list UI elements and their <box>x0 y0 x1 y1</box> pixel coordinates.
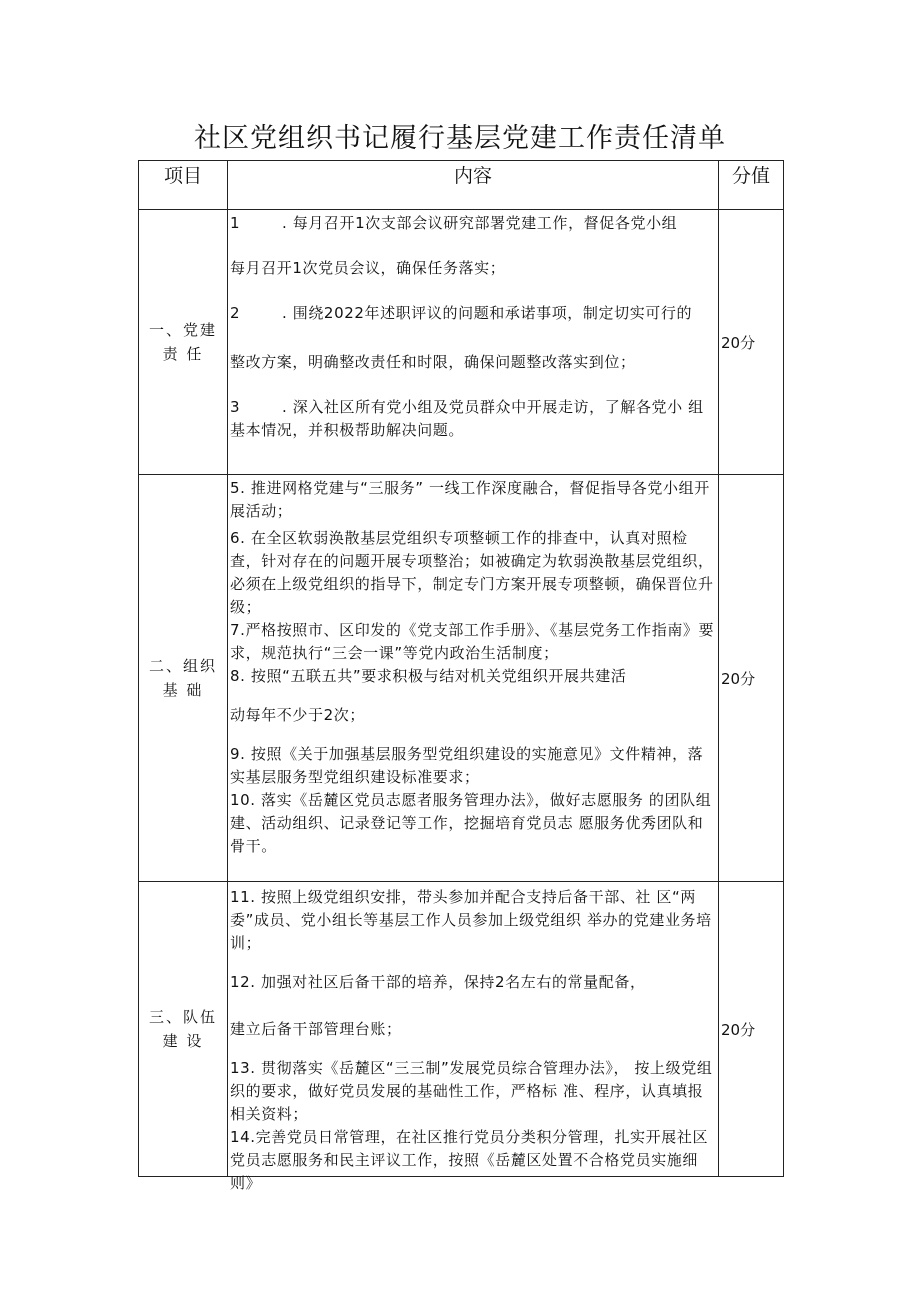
table-row <box>139 882 784 1177</box>
content-block <box>228 886 718 1192</box>
header-item: 项目 <box>139 161 228 210</box>
clause-text: 7.严格按照市、区印发的《党支部工作手册》、《基层党务工作指南》要求，规范执行“三会一课”等党内政治生活制度； <box>230 621 715 662</box>
clause-text: 10. 落实《岳麓区党员志愿者服务管理办法》，做好志愿服务 的团队组建、活动组织、记录登记等工作，挖掘培育党员志 愿服务优秀团队和骨干。 <box>230 791 712 855</box>
clause-text: 9. 按照《关于加强基层服务型党组织建设的实施意见》文件精神，落实基层服务型党组织建设标准要求； <box>230 745 704 786</box>
clause-number: 3 <box>230 398 241 416</box>
clause-text: 整改方案，明确整改责任和时限，确保问题整改落实到位； <box>230 353 636 371</box>
clause-text: 动每年不少于2次； <box>230 706 365 724</box>
item-label-line1: 一、党建 <box>148 321 217 339</box>
clause-text: 11. 按照上级党组织安排，带头参加并配合支持后备干部、社 区“两委”成员、党小组长等基层工作人员参加上级党组织 举办的党建业务培训； <box>230 888 712 952</box>
table-row <box>139 475 784 882</box>
clause-text: 每月召开1次党员会议，确保任务落实； <box>230 259 506 277</box>
clause-text: 12. 加强对社区后备干部的培养，保持2名左右的常量配备， <box>230 973 646 991</box>
table-row <box>139 210 784 475</box>
content-block <box>228 477 718 881</box>
clause-text: 14.完善党员日常管理，在社区推行党员分类积分管理，扎实开展社区党员志愿服务和民主评议工作，按照《岳麓区处置不合格党员实施细则》 <box>230 1128 709 1192</box>
item-label-line2: 责 任 <box>162 345 204 363</box>
item-label-line1: 二、组织 <box>148 657 217 675</box>
item-label-line2: 基 础 <box>162 681 204 699</box>
clause-number: 2 <box>230 304 241 322</box>
clause-text: 8. 按照“五联五共”要求积极与结对机关党组织开展共建活 <box>230 667 627 685</box>
content-cell <box>228 882 719 1192</box>
item-cell <box>139 210 228 475</box>
item-label-line2: 建 设 <box>162 1032 204 1050</box>
header-content: 内容 <box>228 161 719 210</box>
clause-text: . 每月召开1次支部会议研究部署党建工作，督促各党小组 <box>282 214 678 232</box>
content-cell <box>228 210 719 475</box>
content-block <box>228 212 718 474</box>
content-cell <box>228 475 719 882</box>
clause-number: 1 <box>230 214 241 232</box>
item-cell <box>139 475 228 882</box>
item-cell <box>139 882 228 1177</box>
header-score: 分值 <box>719 161 784 210</box>
item-label-line1: 三、队伍 <box>148 1008 217 1026</box>
clause-text: . 围绕2022年述职评议的问题和承诺事项，制定切实可行的 <box>282 304 693 322</box>
clause-text: 6. 在全区软弱涣散基层党组织专项整顿工作的排查中，认真对照检查，针对存在的问题开展专项整治；如被确定为软弱涣散基层党组织，必须在上级党组织的指导下，制定专门方案开展专项整顿，确保晋位升级； <box>230 529 714 616</box>
clause-text: 建立后备干部管理台账； <box>230 1020 402 1038</box>
clause-text: 13. 贯彻落实《岳麓区“三三制”发展党员综合管理办法》， 按上级党组织的要求，做好党员发展的基础性工作，严格标 准、程序，认真填报相关资料； <box>230 1059 713 1123</box>
clause-text: 5. 推进网格党建与“三服务” 一线工作深度融合，督促指导各党小组开展活动； <box>230 479 710 520</box>
table-header-row <box>139 161 784 210</box>
clause-text: . 深入社区所有党小组及党员群众中开展走访，了解各党小 组基本情况，并积极帮助解决问题。 <box>230 398 704 439</box>
responsibility-table <box>138 160 784 1192</box>
document-title: 社区党组织书记履行基层党建工作责任清单 <box>194 123 726 154</box>
score-cell: 20分 <box>719 210 784 475</box>
score-cell: 20分 <box>719 882 784 1177</box>
score-cell: 20分 <box>719 475 784 882</box>
